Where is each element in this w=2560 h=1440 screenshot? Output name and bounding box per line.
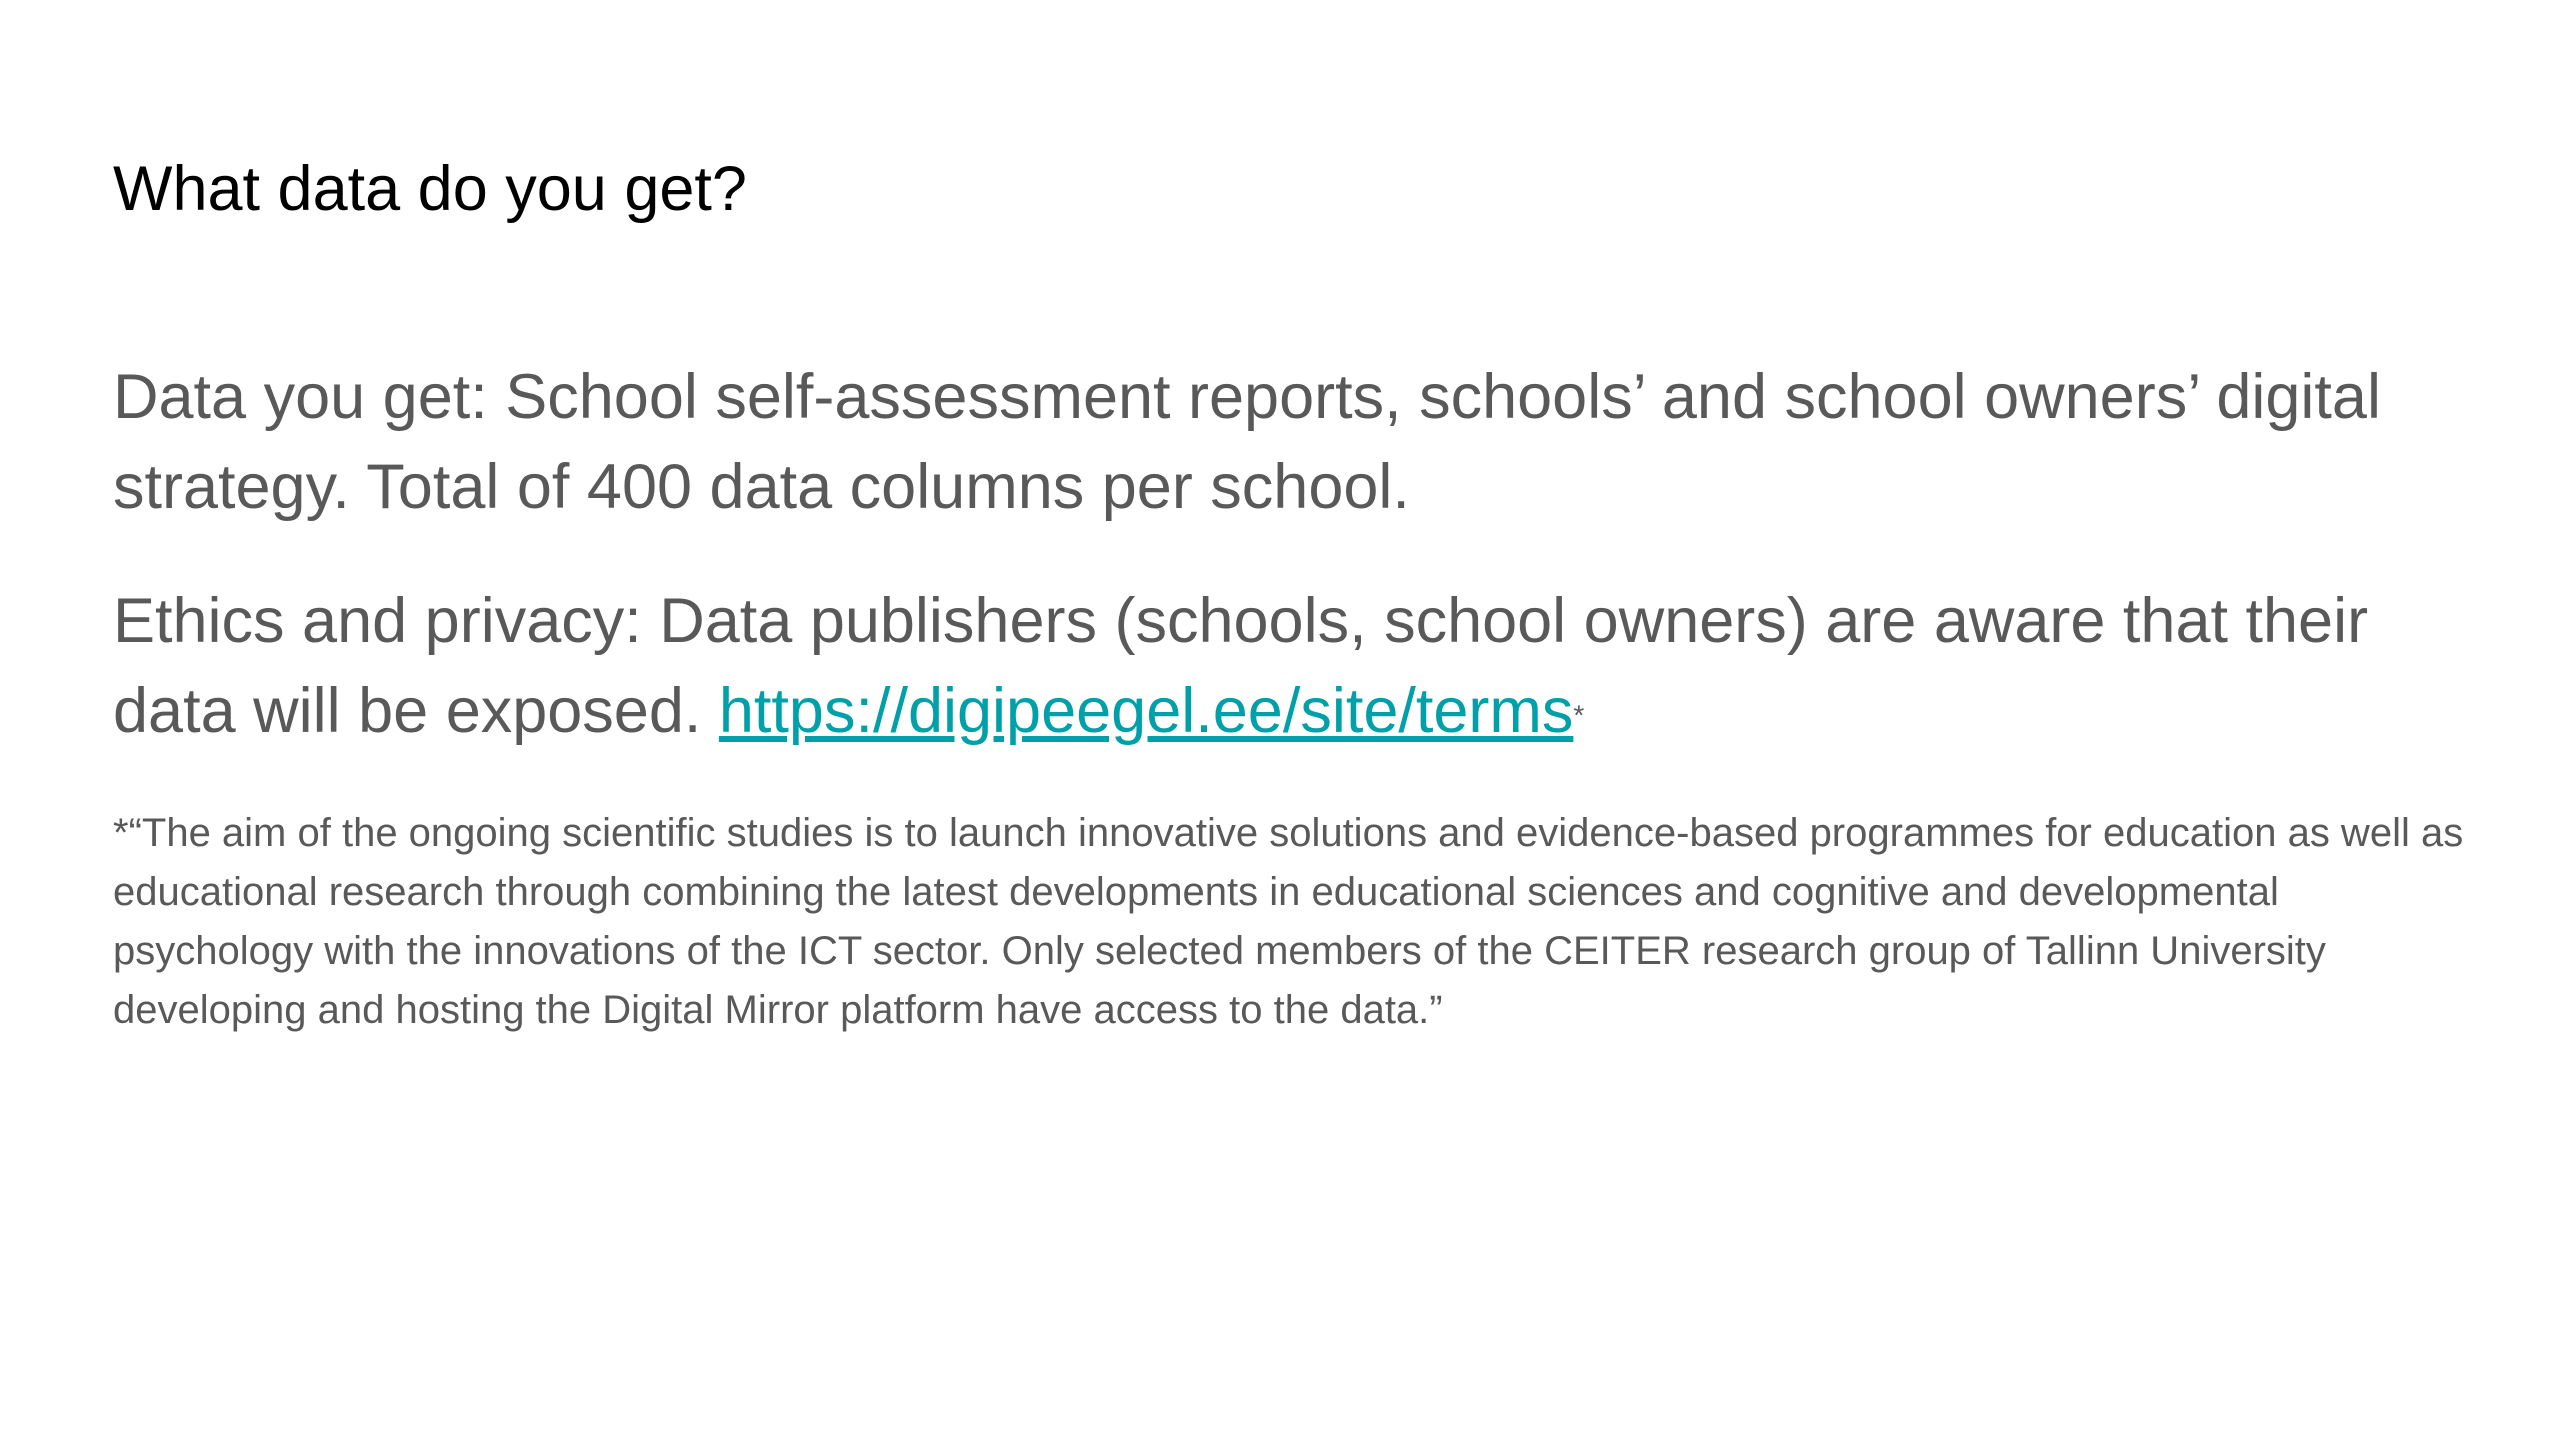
slide-body bbox=[113, 352, 2473, 1040]
ethics-privacy-text: Ethics and privacy: Data publishers (schools, school owners) are aware that their data will be exposed. bbox=[113, 586, 2369, 746]
ethics-privacy-paragraph bbox=[113, 576, 2473, 760]
footnote-text: *“The aim of the ongoing scientific studies is to launch innovative solutions and evidence-based programmes for education as well as educational research through combining the latest developments in educational sciences and cognitive and developmental psychology with the innovations of the ICT sector. Only selected members of the CEITER research group of Tallinn University developing and hosting the Digital Mirror platform have access to the data.” bbox=[113, 811, 2464, 1033]
terms-link[interactable]: https://digipeegel.ee/site/terms bbox=[718, 676, 1574, 746]
slide-title: What data do you get? bbox=[113, 154, 747, 224]
footnote-marker: * bbox=[1573, 699, 1585, 731]
data-you-get-paragraph: Data you get: School self-assessment reports, schools’ and school owners’ digital strategy. Total of 400 data columns per school. bbox=[113, 362, 2381, 522]
